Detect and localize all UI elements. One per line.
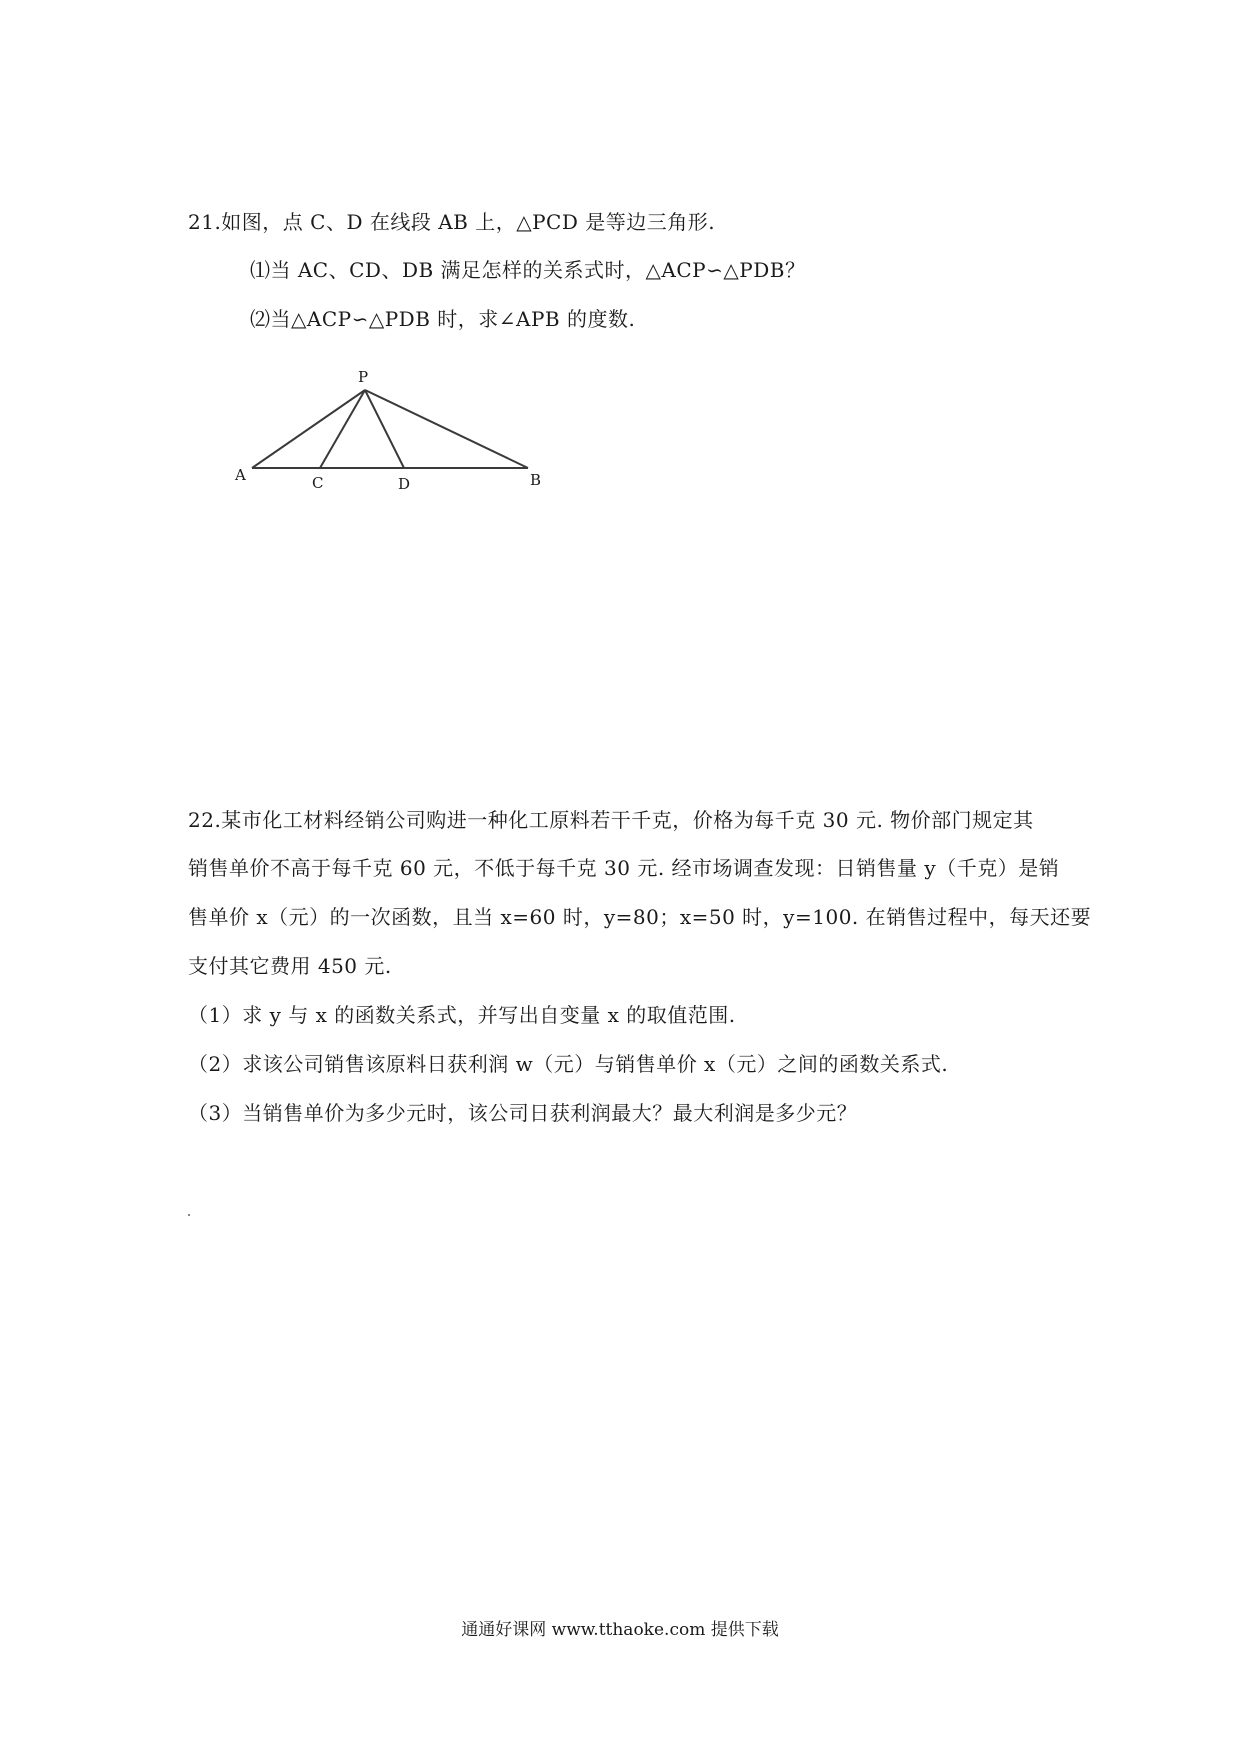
question-21-part-1: ⑴当 AC、CD、DB 满足怎样的关系式时，△ACP∽△PDB？	[250, 258, 806, 282]
segment-PD	[365, 390, 404, 468]
question-22-line-1: 22.某市化工材料经销公司购进一种化工原料若干千克，价格为每千克 30 元. 物价部门规定其	[188, 808, 1034, 832]
triangle-figure	[230, 368, 550, 493]
label-C: C	[312, 474, 324, 492]
question-22-part-1: （1）求 y 与 x 的函数关系式，并写出自变量 x 的取值范围.	[188, 1003, 736, 1027]
segment-PB	[365, 390, 528, 468]
label-A: A	[235, 466, 246, 484]
question-22-line-3: 售单价 x（元）的一次函数，且当 x=60 时，y=80；x=50 时，y=100. 在销售过程中，每天还要	[188, 905, 1092, 929]
question-22-line-2: 销售单价不高于每千克 60 元，不低于每千克 30 元. 经市场调查发现：日销售量 y（千克）是销	[188, 856, 1060, 880]
question-22-part-2: （2）求该公司销售该原料日获利润 w（元）与销售单价 x（元）之间的函数关系式.	[188, 1052, 949, 1076]
footer-source: 通通好课网 www.tthaoke.com 提供下载	[461, 1620, 779, 1640]
label-D: D	[398, 475, 411, 493]
stray-mark	[188, 1214, 190, 1216]
label-P: P	[358, 368, 369, 386]
segment-PC	[320, 390, 365, 468]
question-22-part-3: （3）当销售单价为多少元时，该公司日获利润最大？最大利润是多少元？	[188, 1101, 858, 1125]
label-B: B	[530, 471, 542, 489]
segment-PA	[252, 390, 365, 468]
question-22-line-4: 支付其它费用 450 元.	[188, 954, 392, 978]
question-21-part-2: ⑵当△ACP∽△PDB 时，求∠APB 的度数.	[250, 307, 636, 331]
question-21-title: 21.如图，点 C、D 在线段 AB 上，△PCD 是等边三角形.	[188, 210, 716, 234]
